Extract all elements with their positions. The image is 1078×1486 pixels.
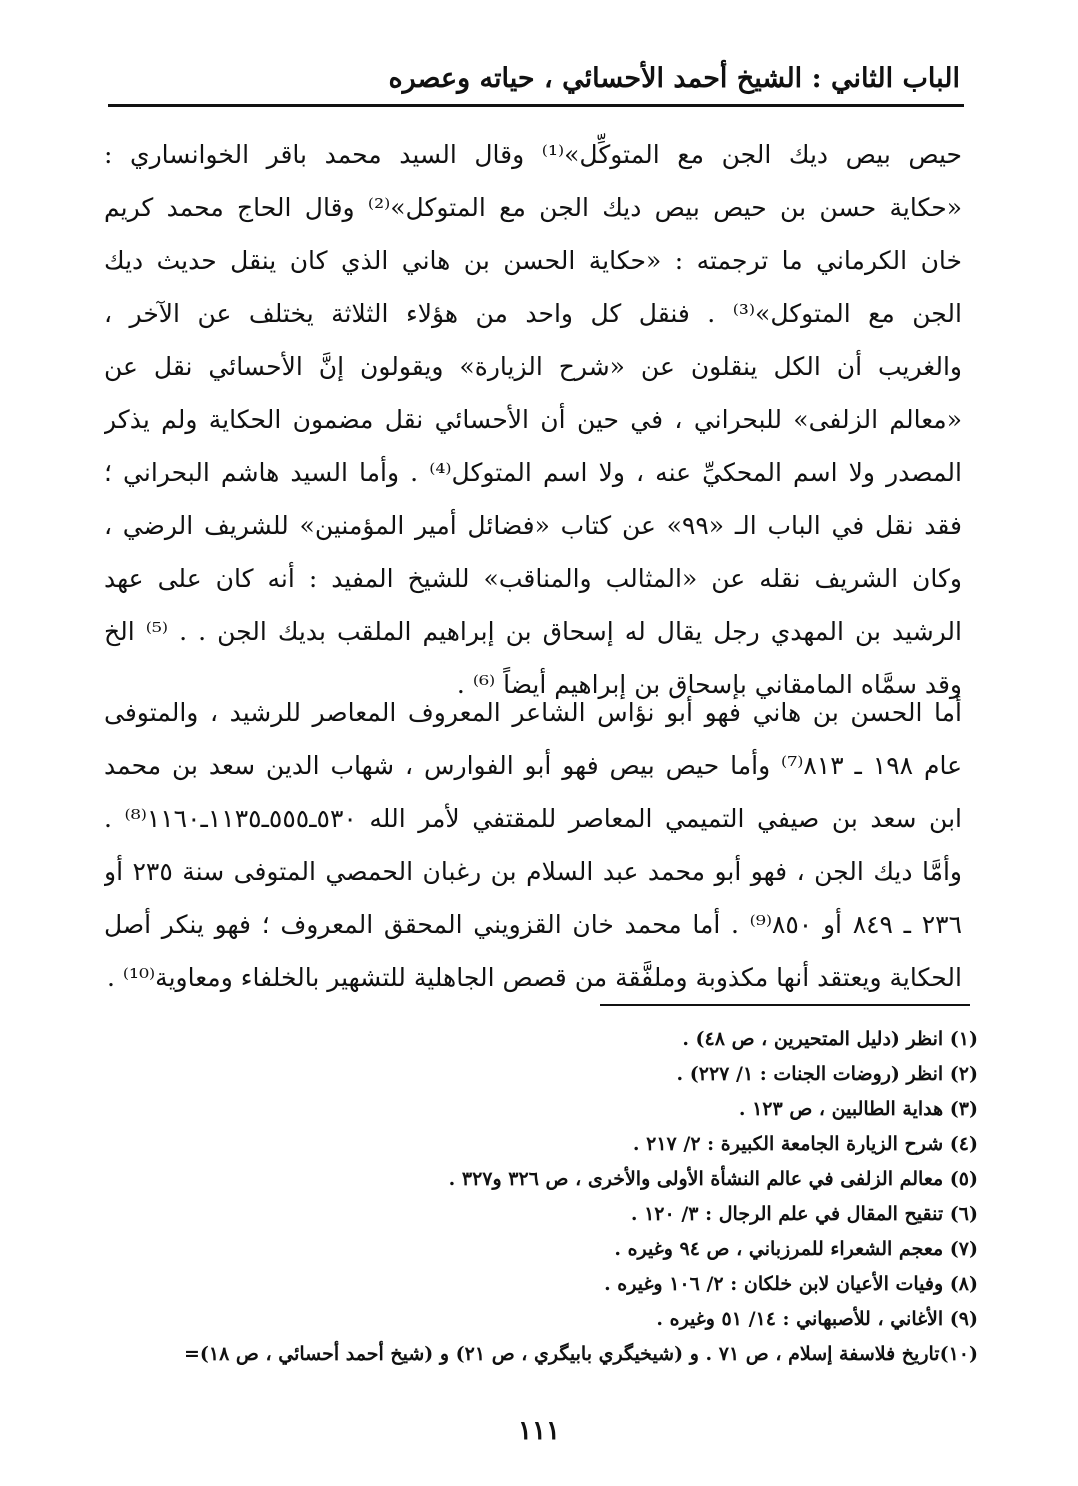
footnote: (٤) شرح الزيارة الجامعة الكبيرة : ٢/ ٢١٧ . bbox=[632, 1133, 978, 1155]
footnote-separator bbox=[600, 1004, 970, 1006]
header-rule bbox=[108, 104, 964, 107]
text-line: خان الكرماني ما ترجمته : «حكاية الحسن بن هاني الذي كان ينقل حديث ديك bbox=[104, 246, 962, 275]
text-line: ٢٣٦ ـ ٨٤٩ أو ٨٥٠⁽⁹⁾ . أما محمد خان القزويني المحقق المعروف ؛ فهو ينكر أصل bbox=[104, 910, 962, 939]
text-line: أما الحسن بن هاني فهو أبو نؤاس الشاعر المعروف المعاصر للرشيد ، والمتوفى bbox=[104, 698, 962, 727]
text-line: والغريب أن الكل ينقلون عن «شرح الزيارة» ويقولون إنَّ الأحسائي نقل عن bbox=[104, 352, 962, 381]
text-line: وأمَّا ديك الجن ، فهو أبو محمد عبد السلام بن رغبان الحمصي المتوفى سنة ٢٣٥ أو bbox=[104, 857, 962, 886]
text-line: عام ١٩٨ ـ ٨١٣⁽⁷⁾ وأما حيص بيص فهو أبو الفوارس ، شهاب الدين سعد بن محمد bbox=[104, 751, 962, 780]
text-line: فقد نقل في الباب الـ «٩٩» عن كتاب «فضائل أمير المؤمنين» للشريف الرضي ، bbox=[104, 511, 962, 540]
text-line: ابن سعد بن صيفي التميمي المعاصر للمقتفي لأمر الله ٥٣٠ـ٥٥٥ـ١١٣٥ـ١١٦٠⁽⁸⁾ . bbox=[104, 804, 962, 833]
footnote: (٧) معجم الشعراء للمرزباني ، ص ٩٤ وغيره . bbox=[614, 1238, 978, 1260]
footnote: (٦) تنقيح المقال في علم الرجال : ٣/ ١٢٠ . bbox=[630, 1203, 978, 1225]
text-line: «حكاية حسن بن حيص بيص ديك الجن مع المتوكل»⁽²⁾ وقال الحاج محمد كريم bbox=[104, 193, 962, 222]
text-line: وكان الشريف نقله عن «المثالب والمناقب» للشيخ المفيد : أنه كان على عهد bbox=[104, 564, 962, 593]
text-line: الجن مع المتوكل»⁽³⁾ . فنقل كل واحد من هؤلاء الثلاثة يختلف عن الآخر ، bbox=[104, 299, 962, 328]
text-line: الرشيد بن المهدي رجل يقال له إسحاق بن إبراهيم الملقب بديك الجن . . ⁽⁵⁾ الخ bbox=[104, 617, 962, 646]
footnote: (١) انظر (دليل المتحيرين ، ص ٤٨) . bbox=[682, 1028, 978, 1050]
footnote: (٩) الأغاني ، للأصبهاني : ١٤/ ٥١ وغيره . bbox=[656, 1308, 978, 1330]
text-line: حيص بيص ديك الجن مع المتوكِّل»⁽¹⁾ وقال السيد محمد باقر الخوانساري : bbox=[104, 140, 962, 169]
footnote: (٨) وفيات الأعيان لابن خلكان : ٢/ ١٠٦ وغيره . bbox=[604, 1273, 978, 1295]
footnote: (١٠)تاريخ فلاسفة إسلام ، ص ٧١ . و (شيخيگري بابيگري ، ص ٢١) و (شيخ أحمد أحسائي ، ص ١٨)= bbox=[183, 1343, 978, 1365]
text-line: وقد سمَّاه المامقاني بإسحاق بن إبراهيم أيضاً ⁽⁶⁾ . bbox=[456, 670, 962, 699]
footnote: (٣) هداية الطالبين ، ص ١٢٣ . bbox=[738, 1098, 978, 1120]
paragraph-1 bbox=[104, 128, 962, 711]
text-line: المصدر ولا اسم المحكيِّ عنه ، ولا اسم المتوكل⁽⁴⁾ . وأما السيد هاشم البحراني ؛ bbox=[104, 458, 962, 487]
footnote: (٢) انظر (روضات الجنات : ١/ ٢٢٧) . bbox=[676, 1063, 978, 1085]
text-line: الحكاية ويعتقد أنها مكذوبة وملفَّقة من قصص الجاهلية للتشهير بالخلفاء ومعاوية⁽¹⁰⁾ . bbox=[106, 963, 962, 992]
paragraph-2 bbox=[104, 686, 962, 1004]
footnote: (٥) معالم الزلفى في عالم النشأة الأولى والأخرى ، ص ٣٢٦ و٣٢٧ . bbox=[448, 1168, 978, 1190]
text-line: «معالم الزلفى» للبحراني ، في حين أن الأحسائي نقل مضمون الحكاية ولم يذكر bbox=[104, 405, 962, 434]
footnotes bbox=[98, 1022, 978, 1372]
running-header: الباب الثاني : الشيخ أحمد الأحسائي ، حياته وعصره bbox=[388, 63, 960, 94]
page-number: ١١١ bbox=[518, 1416, 560, 1446]
